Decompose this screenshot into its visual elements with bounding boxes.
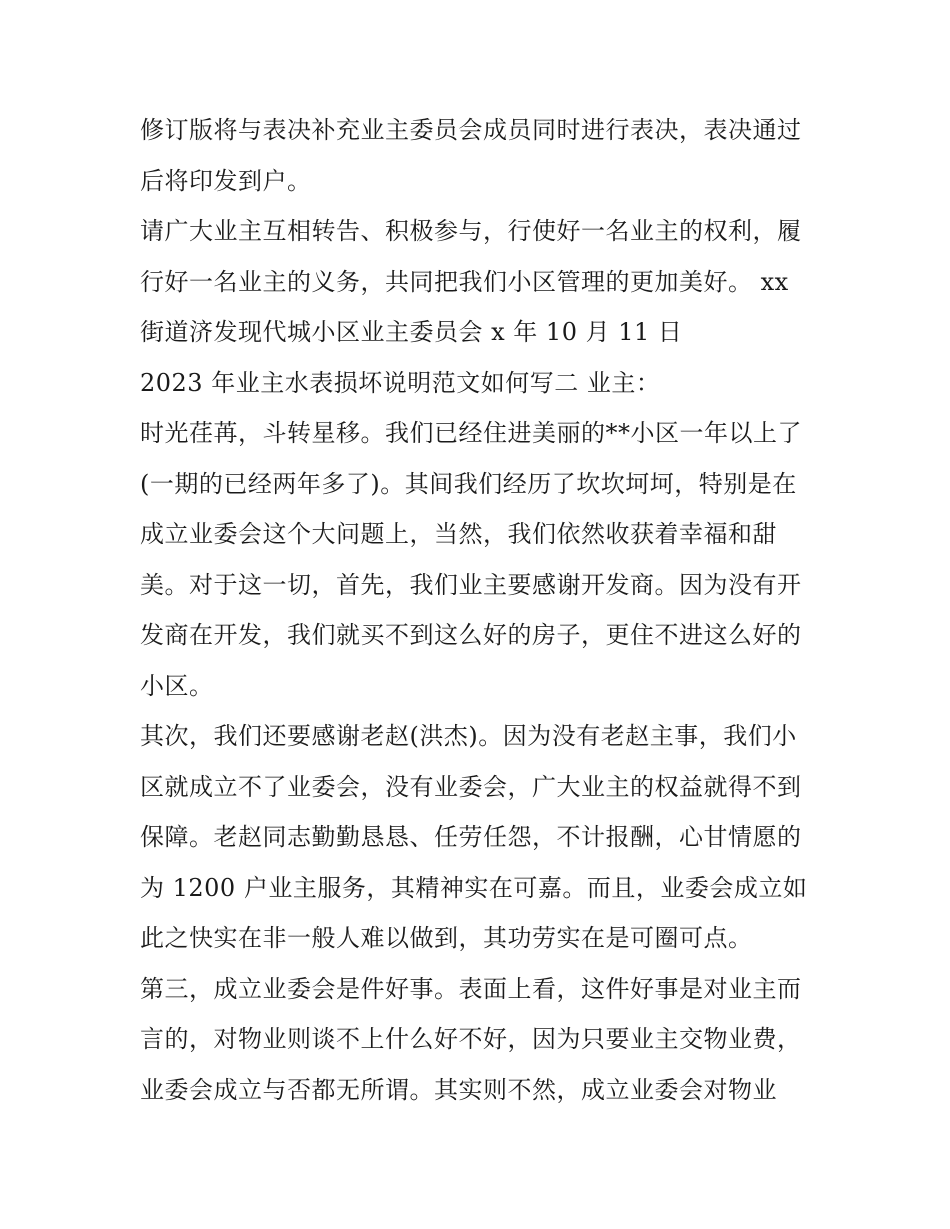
text-line: 时光荏苒，斗转星移。我们已经住进美丽的**小区一年以上了: [140, 419, 802, 447]
text-line: 请广大业主互相转告、积极参与，行使好一名业主的权利，履: [140, 217, 802, 245]
text-line: 言的，对物业则谈不上什么好不好，因为只要业主交物业费，: [140, 1025, 802, 1053]
text-line: 第三，成立业委会是件好事。表面上看，这件好事是对业主而: [140, 974, 802, 1003]
text-line: 美。对于这一切，首先，我们业主要感谢开发商。因为没有开: [140, 570, 802, 599]
text-line: 区就成立不了业委会，没有业委会，广大业主的权益就得不到: [140, 772, 802, 801]
text-line: 成立业委会这个大问题上，当然，我们依然收获着幸福和甜: [140, 520, 777, 548]
document-body: [140, 105, 820, 1115]
text-line: 行好一名业主的义务，共同把我们小区管理的更加美好。 xx: [140, 267, 789, 296]
text-line: 业委会成立与否都无所谓。其实则不然，成立业委会对物业: [140, 1075, 777, 1104]
section-heading: 2023 年业主水表损坏说明范文如何写二 业主：: [140, 368, 661, 397]
text-line: (一期的已经两年多了)。其间我们经历了坎坎坷坷，特别是在: [140, 469, 797, 498]
text-line: 小区。: [140, 671, 214, 700]
text-line: 保障。老赵同志勤勤恳恳、任劳任怨，不计报酬，心甘情愿的: [140, 823, 802, 851]
text-line: 修订版将与表决补充业主委员会成员同时进行表决，表决通过: [140, 116, 802, 144]
text-line: 发商在开发，我们就买不到这么好的房子，更住不进这么好的: [140, 621, 802, 649]
text-line: 其次，我们还要感谢老赵(洪杰)。因为没有老赵主事，我们小: [140, 722, 797, 750]
text-line: 街道济发现代城小区业主委员会 x 年 10 月 11 日: [140, 318, 683, 346]
text-line: 此之快实在非一般人难以做到，其功劳实在是可圈可点。: [140, 924, 753, 952]
text-line: 后将印发到户。: [140, 166, 312, 195]
text-line: 为 1200 户业主服务，其精神实在可嘉。而且，业委会成立如: [140, 873, 808, 902]
